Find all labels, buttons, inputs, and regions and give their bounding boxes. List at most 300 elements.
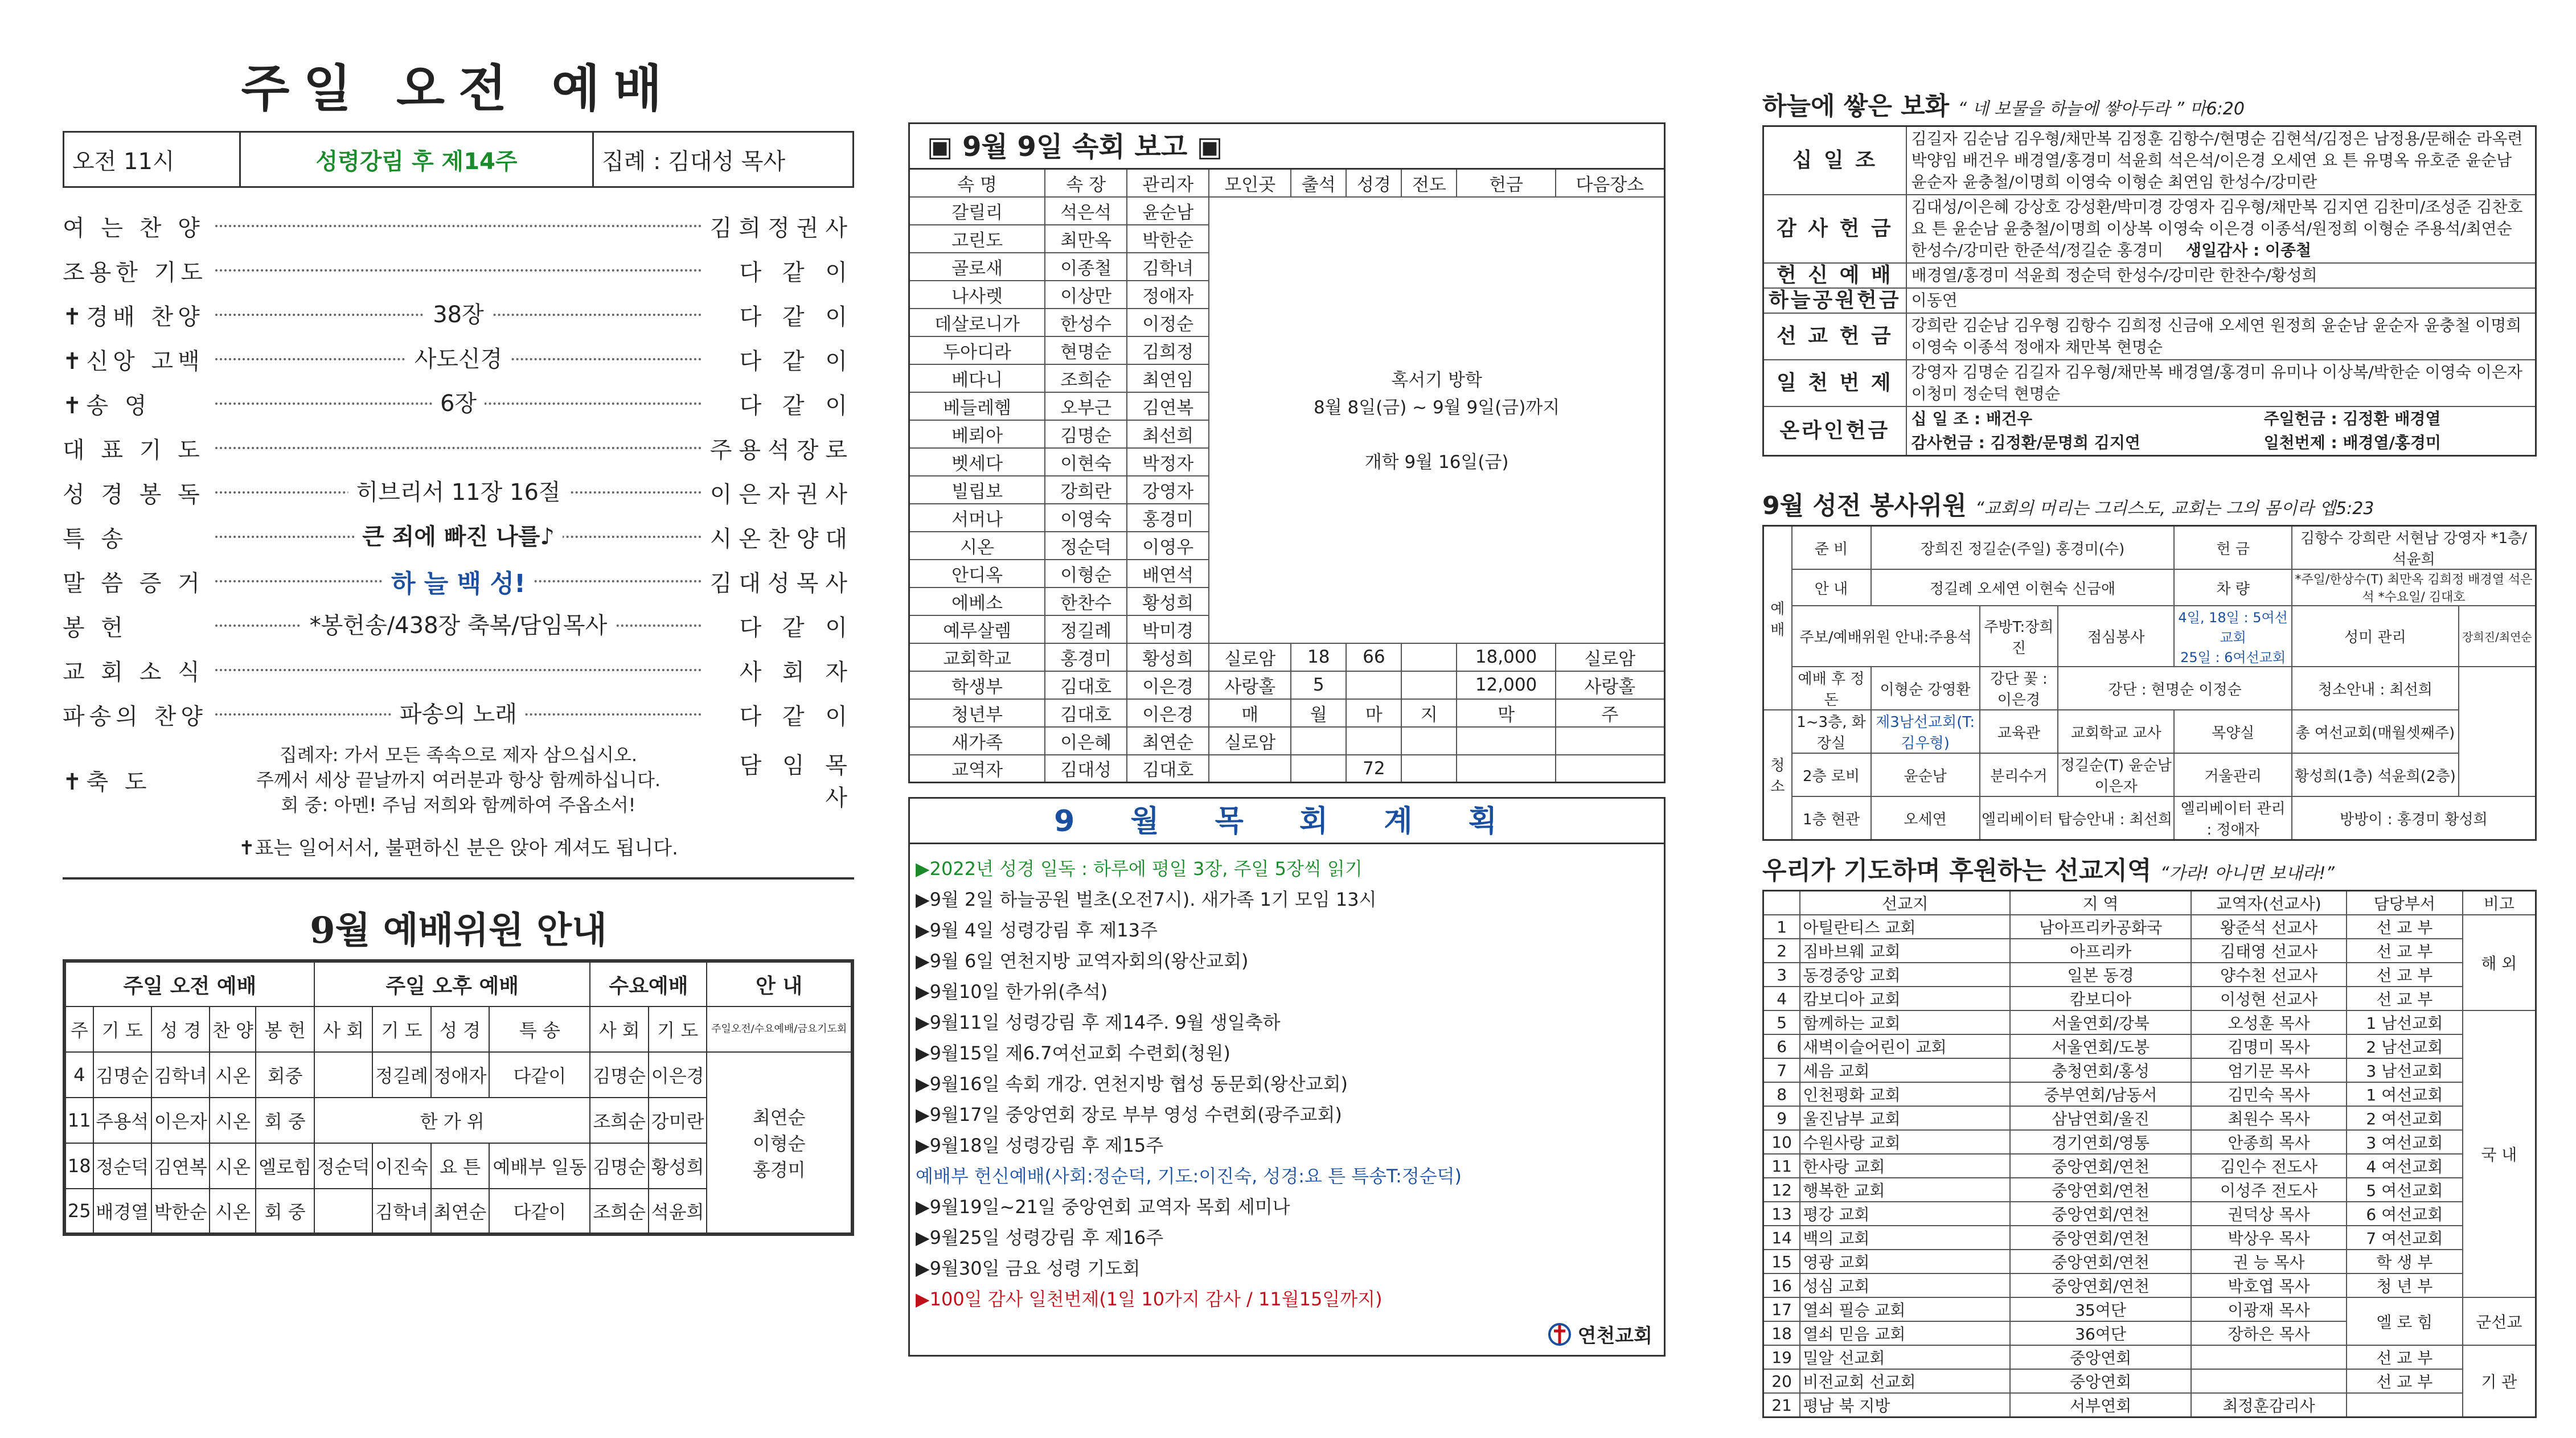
order-row: [63, 470, 854, 515]
report-cell: 안디옥: [909, 560, 1045, 587]
report-col-header: 모인곳: [1209, 169, 1291, 197]
plan-title: 9 월 목 회 계 획: [910, 799, 1664, 844]
worship-title: 주일 오전 예배: [241, 59, 676, 118]
mission-cell: 오성훈 목사: [2191, 1010, 2347, 1034]
offering-names: [1906, 313, 2536, 360]
workers-cell: [314, 1052, 372, 1098]
workers-cell: 조희순: [590, 1189, 648, 1234]
report-cell: 이형순: [1045, 560, 1127, 587]
report-col-header: 성경: [1346, 169, 1401, 197]
report-cell: [1457, 727, 1555, 755]
workers-guide-sub: 주일오전/수요예배/금요기도회: [707, 1006, 852, 1052]
order-leader: 다 같 이: [739, 614, 854, 641]
order-item: 하 늘 백 성!: [383, 563, 534, 599]
workers-cell: 석윤희: [649, 1189, 707, 1234]
vacation-line: [1209, 420, 1664, 447]
volunteer-cell: 2층 로비: [1792, 753, 1871, 796]
order-of-worship: [63, 204, 854, 737]
mission-cell: 6: [1763, 1034, 1800, 1058]
online-cell: 감사헌금 : 김정환/문명희 김지연: [1911, 433, 2140, 452]
benediction-line: 집례자: 가서 모든 족속으로 제자 삼으십시오.: [279, 744, 638, 766]
workers-col-header: 기 도: [649, 1006, 707, 1052]
report-cell: 새가족: [909, 727, 1045, 755]
treasure-title: 하늘에 쌓은 보화: [1762, 92, 1950, 121]
worship-header: [63, 131, 854, 188]
mission-cell: 서울연회/강북: [2010, 1010, 2191, 1034]
workers-cell: 4: [64, 1052, 93, 1098]
plan-item: ▶100일 감사 일천번제(1일 10가지 감사 / 11월15일까지): [916, 1288, 1383, 1310]
workers-cell: 18: [64, 1143, 93, 1189]
mission-cell: 15: [1763, 1250, 1800, 1273]
mission-cell: 서울연회/도봉: [2010, 1034, 2191, 1058]
order-label: 성 경 봉 독: [63, 481, 204, 508]
volunteer-cell: 정길례 오세연 이현숙 신금애: [1871, 569, 2175, 606]
vacation-line: 개학 9월 16일(금): [1364, 451, 1509, 473]
column-offering: [1762, 0, 2537, 1438]
volunteer-cell: 목양실: [2174, 710, 2291, 753]
report-cell: 실로암: [1209, 643, 1291, 671]
mission-cell: 삼남연회/울진: [2010, 1106, 2191, 1130]
mission-cell: 6 여선교회: [2347, 1202, 2463, 1226]
online-cell: 일천번제 : 배경열/홍경미: [2263, 433, 2441, 452]
offering-names: [1906, 263, 2536, 288]
workers-col-header: 성 경: [431, 1006, 489, 1052]
order-dots: [215, 701, 702, 728]
report-col-header: 헌금: [1457, 169, 1555, 197]
volunteer-cell: 장희진/최연순: [2459, 606, 2536, 667]
workers-cell: [314, 1189, 372, 1234]
workers-cell: 다같이: [489, 1189, 590, 1234]
mission-cell: 열쇠 필승 교회: [1800, 1297, 2010, 1321]
report-cell: [1556, 755, 1665, 783]
mission-cell: 충청연회/홍성: [2010, 1058, 2191, 1082]
mission-cell: 20: [1763, 1369, 1800, 1393]
mission-cell: 인천평화 교회: [1800, 1082, 2010, 1106]
report-cell: 두아디라: [909, 336, 1045, 364]
workers-cell: 황성희: [649, 1143, 707, 1189]
mission-cell: 16: [1763, 1273, 1800, 1297]
mission-note: 기 관: [2463, 1345, 2536, 1418]
report-cell: 서머나: [909, 504, 1045, 532]
report-cell: 18: [1291, 643, 1346, 671]
report-cell: 정길례: [1045, 615, 1127, 643]
workers-cell: 정애자: [431, 1052, 489, 1098]
offering-names-text: 이동연: [1911, 291, 1958, 310]
report-cell: 김대성: [1045, 755, 1127, 783]
mission-cell: 한사랑 교회: [1800, 1154, 2010, 1178]
report-cell: 이영우: [1127, 532, 1209, 560]
mission-cell: 9: [1763, 1106, 1800, 1130]
report-cell: 이현숙: [1045, 448, 1127, 476]
order-leader: 김희정권사: [709, 215, 854, 241]
plan-item: ▶9월25일 성령강림 후 제16주: [916, 1227, 1164, 1248]
treasure-header: [1762, 85, 2537, 125]
mission-cell: 이광재 목사: [2191, 1297, 2347, 1321]
volunteer-worship-label: 예 배: [1763, 526, 1792, 710]
workers-col-header: 사 회: [314, 1006, 372, 1052]
volunteer-cell: *주일/한상수(T) 최만옥 김희정 배경열 석은석 *수요일/ 김대호: [2292, 569, 2536, 606]
online-cell: 주일헌금 : 김정환 배경열: [2263, 409, 2441, 428]
church-logo-text: 연천교회: [1577, 1325, 1652, 1347]
offering-names: [1906, 406, 2536, 456]
report-cell: 나사렛: [909, 281, 1045, 309]
mission-cell: 캄보디아: [2010, 987, 2191, 1010]
report-cell: [1291, 727, 1346, 755]
volunteer-cell: 엘리베이터 관리 : 정애자: [2174, 796, 2291, 840]
workers-group: 주일 오전 예배: [64, 961, 314, 1006]
worship-presider: 집례 : 김대성 목사: [602, 148, 786, 175]
offering-type: 헌 신 예 배: [1763, 263, 1906, 288]
workers-cell: 최연순: [431, 1189, 489, 1234]
report-cell: 김명순: [1045, 420, 1127, 448]
report-col-header: 전도: [1401, 169, 1457, 197]
workers-cell: 이은경: [649, 1052, 707, 1098]
plan-item: ▶9월18일 성령강림 후 제15주: [916, 1135, 1164, 1156]
workers-cell: 예배부 일동: [489, 1143, 590, 1189]
mission-cell: 학 생 부: [2347, 1250, 2463, 1273]
workers-col-header: 기 도: [93, 1006, 151, 1052]
mission-cell: 중앙연회: [2010, 1369, 2191, 1393]
offering-type: 감 사 헌 금: [1763, 195, 1906, 263]
plan-item: ▶2022년 성경 일독 : 하루에 평일 3장, 주일 5장씩 읽기: [916, 858, 1363, 880]
mission-cell: [2191, 1369, 2347, 1393]
mission-cell: 울진남부 교회: [1800, 1106, 2010, 1130]
workers-cell: 김학녀: [151, 1052, 210, 1098]
report-cell: 데살로니가: [909, 309, 1045, 336]
report-cell: 이은경: [1127, 671, 1209, 699]
order-dots: [215, 346, 702, 372]
order-leader: 다 같 이: [739, 259, 854, 286]
offering-names: [1906, 360, 2536, 406]
mission-cell: 4 여선교회: [2347, 1154, 2463, 1178]
workers-col-header: 기 도: [372, 1006, 430, 1052]
benediction-line: 회 중: 아멘! 주님 저희와 함께하여 주옵소서!: [281, 794, 636, 816]
mission-cell: 35여단: [2010, 1297, 2191, 1321]
order-leader: 이은자권사: [709, 481, 854, 508]
order-row: [63, 559, 854, 603]
volunteer-cell: 교육관: [1980, 710, 2058, 753]
mission-cell: 세음 교회: [1800, 1058, 2010, 1082]
order-item: 38장: [425, 297, 492, 329]
mission-note: 군선교: [2463, 1297, 2536, 1345]
order-row: [63, 337, 854, 381]
order-label: 말 씀 증 거: [63, 570, 204, 597]
workers-cell: 조희순: [590, 1098, 648, 1143]
report-cell: [1457, 755, 1555, 783]
volunteer-title: 9월 성전 봉사위원: [1762, 491, 1967, 520]
volunteer-cell: 분리수거: [1980, 753, 2058, 796]
volunteer-cell: 김항수 강희란 서현남 강영자 *1층/석윤희: [2292, 526, 2536, 570]
mission-cell: 10: [1763, 1130, 1800, 1154]
report-cell: 김학녀: [1127, 253, 1209, 281]
report-cell: 최선희: [1127, 420, 1209, 448]
report-cell: 월: [1291, 699, 1346, 727]
workers-cell: 배경열: [93, 1189, 151, 1234]
report-cell: 황성희: [1127, 587, 1209, 615]
report-cell: 현명순: [1045, 336, 1127, 364]
report-cell: [1401, 727, 1457, 755]
mission-cell: 새벽이슬어린이 교회: [1800, 1034, 2010, 1058]
mission-cell: 서부연회: [2010, 1393, 2191, 1418]
report-cell: 오부근: [1045, 392, 1127, 420]
mission-verse: “가라! 아니면 보내라!”: [2160, 864, 2335, 884]
workers-cell: 김명순: [93, 1052, 151, 1098]
report-col-header: 속 명: [909, 169, 1045, 197]
mission-col-header: 교역자(선교사): [2191, 891, 2347, 915]
report-cell: 벳세다: [909, 448, 1045, 476]
order-row: [63, 381, 854, 426]
workers-cell: 회 중: [256, 1189, 314, 1234]
volunteer-cell: 강단 : 현명순 이정순: [2058, 667, 2292, 710]
order-row: [63, 248, 854, 293]
workers-cell: 회 중: [256, 1098, 314, 1143]
report-cell: 이상만: [1045, 281, 1127, 309]
plan-item: 예배부 헌신예배(사회:정순덕, 기도:이진숙, 성경:요 튼 특송T:정순덕): [916, 1165, 1462, 1187]
mission-cell: 중앙연회/연천: [2010, 1202, 2191, 1226]
order-label: 여 는 찬 양: [63, 215, 204, 241]
order-dots: [215, 302, 702, 328]
workers-cell: 김명순: [590, 1143, 648, 1189]
mission-cell: 열쇠 믿음 교회: [1800, 1321, 2010, 1345]
mission-col-header: 담당부서: [2347, 891, 2463, 915]
order-leader: 다 같 이: [739, 703, 854, 730]
report-cell: 이은혜: [1045, 727, 1127, 755]
mission-cell: 백의 교회: [1800, 1226, 2010, 1250]
mission-header: [1762, 850, 2537, 890]
mission-cell: 8: [1763, 1082, 1800, 1106]
report-cell: [1209, 755, 1291, 783]
report-cell: 예루살렘: [909, 615, 1045, 643]
mission-cell: 이성주 전도사: [2191, 1178, 2347, 1202]
report-cell: 한성수: [1045, 309, 1127, 336]
column-report: [908, 0, 1666, 1438]
mission-cell: 선 교 부: [2347, 963, 2463, 987]
report-cell: 윤순남: [1127, 197, 1209, 225]
mission-cell: 3 남선교회: [2347, 1058, 2463, 1082]
report-cell: 5: [1291, 671, 1346, 699]
report-cell: 12,000: [1457, 671, 1555, 699]
mission-cell: 21: [1763, 1393, 1800, 1418]
workers-guide: 최연순: [752, 1107, 806, 1128]
order-row: [63, 648, 854, 692]
report-cell: 홍경미: [1127, 504, 1209, 532]
mission-cell: 권덕상 목사: [2191, 1202, 2347, 1226]
mission-col-header: 지 역: [2010, 891, 2191, 915]
volunteer-cell: 강단 꽃 : 이은경: [1980, 667, 2058, 710]
mission-cell: 왕준석 선교사: [2191, 915, 2347, 939]
volunteer-verse: “교회의 머리는 그리스도, 교회는 그의 몸이라 엡5:23: [1975, 499, 2374, 519]
mission-cell: 1: [1763, 915, 1800, 939]
order-leader: 주용석장로: [709, 437, 854, 463]
mission-cell: 엘 로 힘: [2347, 1297, 2463, 1345]
workers-cell: 김명순: [590, 1052, 648, 1098]
report-cell: 한찬수: [1045, 587, 1127, 615]
mission-cell: 중앙연회/연천: [2010, 1154, 2191, 1178]
mission-cell: 짐바브웨 교회: [1800, 939, 2010, 963]
report-col-header: 속 장: [1045, 169, 1127, 197]
order-label: ✝송 영: [63, 392, 151, 419]
order-item: 히브리서 11장 16절: [348, 474, 568, 507]
report-cell: 이종철: [1045, 253, 1127, 281]
mission-cell: 5: [1763, 1010, 1800, 1034]
order-leader: 다 같 이: [739, 392, 854, 419]
workers-cell: 시온: [210, 1189, 256, 1234]
workers-col-header: 사 회: [590, 1006, 648, 1052]
column-worship: [63, 0, 854, 1438]
order-leader: 다 같 이: [739, 348, 854, 375]
report-cell: 사랑홀: [1209, 671, 1291, 699]
mission-cell: 3: [1763, 963, 1800, 987]
mission-cell: 11: [1763, 1154, 1800, 1178]
mission-cell: 안종희 목사: [2191, 1130, 2347, 1154]
mission-cell: 중앙연회/연천: [2010, 1226, 2191, 1250]
online-cell: 십 일 조 : 배건우: [1911, 409, 2033, 428]
workers-cell: 주용석: [93, 1098, 151, 1143]
volunteer-cell: 점심봉사: [2058, 606, 2174, 667]
mission-cell: 김인수 전도사: [2191, 1154, 2347, 1178]
birthday-thanks: 생일감사 : 이종철: [2186, 241, 2312, 260]
report-cell: 이은경: [1127, 699, 1209, 727]
order-item: 사도신경: [407, 341, 511, 373]
volunteer-cell: 예배 후 정돈: [1792, 667, 1871, 710]
mission-cell: 일본 동경: [2010, 963, 2191, 987]
workers-cell: 시온: [210, 1143, 256, 1189]
report-cell: 마: [1346, 699, 1401, 727]
order-row: [63, 603, 854, 648]
benediction-text: [211, 742, 706, 817]
mission-col-blank: [1763, 891, 1800, 915]
mission-cell: 7 여선교회: [2347, 1226, 2463, 1250]
workers-title: 9월 예배위원 안내: [310, 909, 607, 952]
mission-cell: 13: [1763, 1202, 1800, 1226]
mission-cell: 14: [1763, 1226, 1800, 1250]
mission-cell: 중앙연회/연천: [2010, 1250, 2191, 1273]
mission-table: [1762, 890, 2537, 1418]
report-cell: 김대호: [1045, 699, 1127, 727]
order-dots: [215, 524, 702, 550]
plan-item: ▶9월10일 한가위(추석): [916, 981, 1108, 1003]
report-cell: 최만옥: [1045, 225, 1127, 253]
volunteer-cell: 황성희(1층) 석윤희(2층): [2292, 753, 2459, 796]
workers-guide: 홍경미: [752, 1159, 806, 1181]
order-dots: [215, 613, 702, 639]
mission-cell: 이성현 선교사: [2191, 987, 2347, 1010]
worship-week: 성령강림 후 제14주: [241, 133, 594, 186]
report-cell: 최연임: [1127, 364, 1209, 392]
vacation-note: [1209, 197, 1664, 643]
offering-names-text: 강희란 김순남 김우형 김항수 김희정 신금애 오세연 원정희 윤순남 윤순자 윤충철 이명희 이영숙 이종석 정애자 채만복 현명순: [1911, 316, 2522, 356]
report-cell: 청년부: [909, 699, 1045, 727]
mission-cell: 영광 교회: [1800, 1250, 2010, 1273]
mission-col-header: 비고: [2463, 891, 2536, 915]
report-cell: 김대호: [1045, 671, 1127, 699]
report-cell: 김희정: [1127, 336, 1209, 364]
treasure-verse: “ 네 보물을 하늘에 쌓아두라 ” 마6:20: [1958, 99, 2245, 119]
volunteer-cell: 주보/예배위원 안내:주용석: [1792, 606, 1980, 667]
mission-cell: 김태영 선교사: [2191, 939, 2347, 963]
plan-box: [908, 797, 1666, 1357]
report-cell: 골로새: [909, 253, 1045, 281]
volunteer-cell: 장희진 정길순(주일) 홍경미(수): [1871, 526, 2175, 570]
order-dots: [215, 225, 702, 227]
plan-item: ▶9월 6일 연천지방 교역자회의(왕산교회): [916, 950, 1249, 972]
report-cell: 박정자: [1127, 448, 1209, 476]
mission-cell: 캄보디아 교회: [1800, 987, 2010, 1010]
mission-cell: 중앙연회/연천: [2010, 1273, 2191, 1297]
benediction-by: 담 임 목 사: [739, 753, 854, 811]
church-logo: [910, 1320, 1664, 1355]
plan-item: ▶9월19일~21일 중앙연회 교역자 목회 세미나: [916, 1196, 1290, 1218]
order-item: 큰 죄에 빠진 나를♪: [354, 519, 563, 551]
offering-names-text: 김대성/이은혜 강상호 강성환/박미경 강영자 김우형/채만복 김지연 김찬미/조성준 김찬호 요 튼 윤순남 윤충철/이명희 이상복 이영숙 이은경 이종석/원정희 이형순 주용석/최연순 한성수/강미란 한준석/정길순 홍경미: [1911, 198, 2523, 260]
report-cell: 18,000: [1457, 643, 1555, 671]
report-table: [908, 168, 1666, 783]
order-dots: [215, 669, 702, 671]
report-cell: 교회학교: [909, 643, 1045, 671]
mission-cell: 경기연회/영통: [2010, 1130, 2191, 1154]
report-cell: 조희순: [1045, 364, 1127, 392]
worship-time: 오전 11시: [64, 133, 241, 186]
mission-cell: 밀알 선교회: [1800, 1345, 2010, 1369]
workers-group: 주일 오후 예배: [314, 961, 590, 1006]
order-dots: [215, 569, 702, 598]
plan-item: ▶9월 4일 성령강림 후 제13주: [916, 919, 1158, 941]
plan-item: ▶9월16일 속회 개강. 연천지방 협성 동문회(왕산교회): [916, 1073, 1348, 1095]
offering-type: 일 천 번 제: [1763, 360, 1906, 406]
treasure-table: [1762, 125, 2537, 457]
order-label: 대 표 기 도: [63, 437, 204, 463]
mission-cell: 권 능 목사: [2191, 1250, 2347, 1273]
order-row: [63, 293, 854, 337]
mission-cell: 박호엽 목사: [2191, 1273, 2347, 1297]
benediction-label: ✝축 도: [63, 769, 151, 795]
order-leader: 다 같 이: [739, 303, 854, 330]
offering-names: [1906, 126, 2536, 195]
mission-cell: 12: [1763, 1178, 1800, 1202]
order-label: ✝신앙 고백: [63, 348, 204, 375]
report-cell: 에베소: [909, 587, 1045, 615]
workers-cell: 한 가 위: [314, 1098, 590, 1143]
report-cell: 석은석: [1045, 197, 1127, 225]
workers-cell: 이은자: [151, 1098, 210, 1143]
report-cell: 사랑홀: [1556, 671, 1665, 699]
mission-cell: 1 남선교회: [2347, 1010, 2463, 1034]
volunteer-cell: 엘리베이터 탑승안내 : 최선희: [1980, 796, 2175, 840]
volunteer-cell: 차 량: [2174, 569, 2291, 606]
church-logo-icon: [1547, 1322, 1572, 1347]
mission-cell: 평남 북 지방: [1800, 1393, 2010, 1418]
order-dots: [215, 447, 702, 449]
mission-cell: 3 여선교회: [2347, 1130, 2463, 1154]
report-cell: 베뢰아: [909, 420, 1045, 448]
order-label: 특 송: [63, 525, 128, 552]
report-cell: 매: [1209, 699, 1291, 727]
mission-note: 국 내: [2463, 1010, 2536, 1297]
workers-col-header: 특 송: [489, 1006, 590, 1052]
mission-cell: 선 교 부: [2347, 987, 2463, 1010]
mission-cell: 수원사랑 교회: [1800, 1130, 2010, 1154]
report-cell: [1401, 643, 1457, 671]
mission-cell: 김민숙 목사: [2191, 1082, 2347, 1106]
mission-cell: 아틸란티스 교회: [1800, 915, 2010, 939]
order-row: [63, 692, 854, 737]
mission-cell: 청 년 부: [2347, 1273, 2463, 1297]
report-cell: 이정순: [1127, 309, 1209, 336]
workers-table: [63, 959, 854, 1236]
mission-cell: 양수천 선교사: [2191, 963, 2347, 987]
report-cell: 빌립보: [909, 476, 1045, 504]
mission-cell: 선 교 부: [2347, 1345, 2463, 1369]
